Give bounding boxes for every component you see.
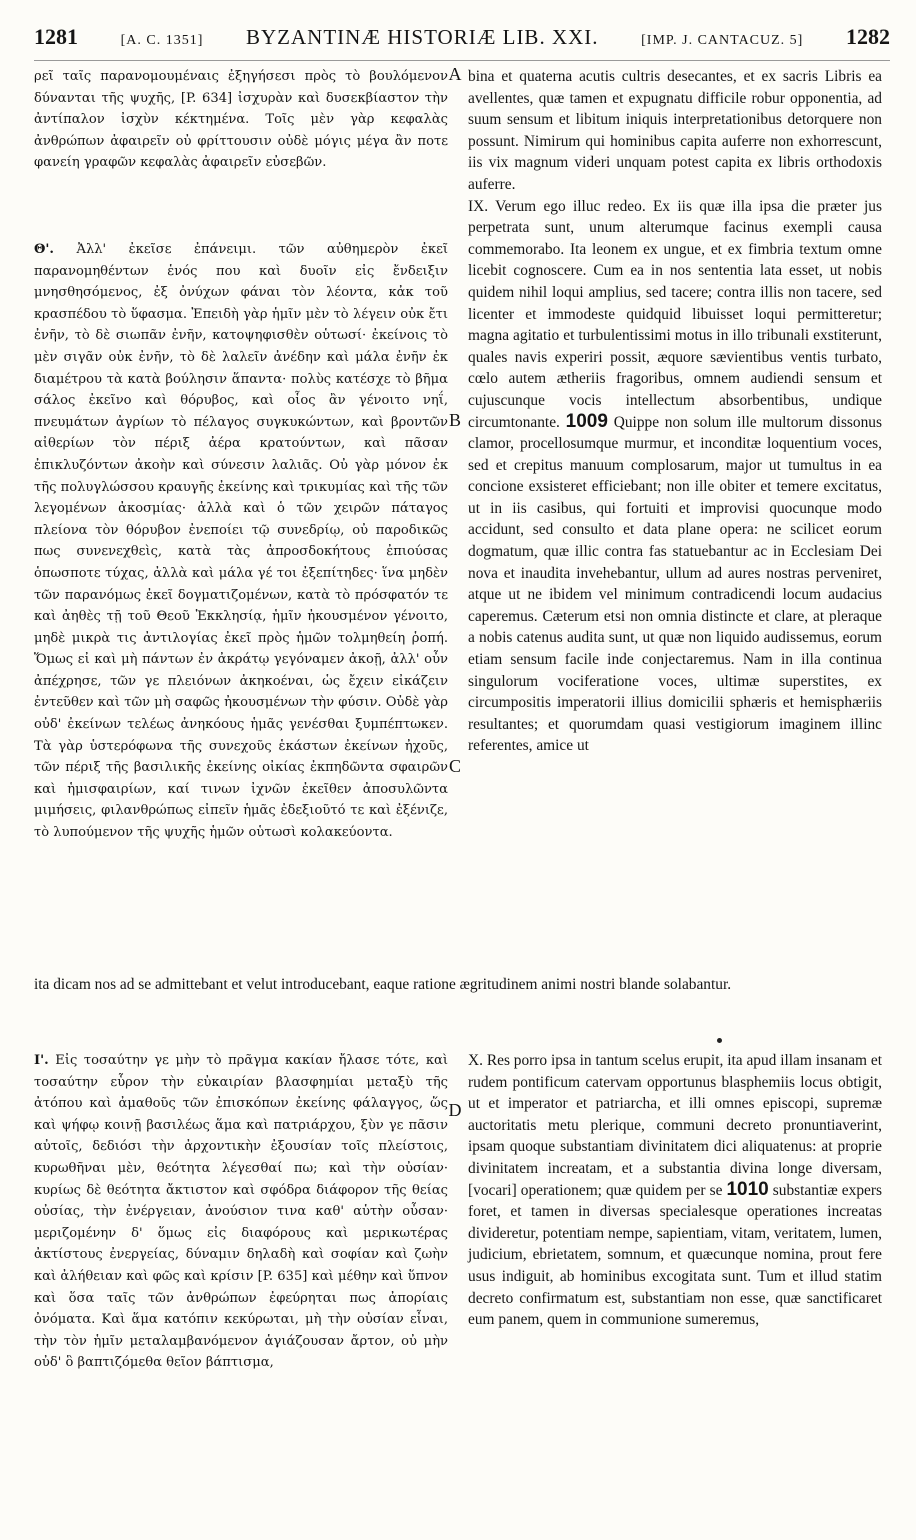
left-page-number: 1281 (34, 24, 78, 49)
margin-letter-c: C (448, 756, 461, 776)
margin-letter-d: D (448, 1100, 462, 1120)
greek-section-number-10: Ι'. (34, 1053, 49, 1068)
latin-fullwidth-tail: ita dicam nos ad se admittebant et velut introducebant, eaque ratione ægritudinem animi nostri blande solabantur. (34, 976, 732, 993)
running-header (34, 24, 890, 61)
greek-paragraph-3 (34, 1050, 448, 1374)
margin-letter-a: A (448, 64, 462, 84)
book-title: BYZANTINÆ HISTORIÆ LIB. XXI. (246, 25, 599, 49)
latin-column-lower (468, 1050, 882, 1331)
greek-text-3-body: Εἰς τοσαύτην γε μὴν τὸ πρᾶγμα κακίαν ἤλασε τότε, καὶ τοσαύτην εὗρον τὴν εὐκαιρίαν βλασφημίαι μεταξὺ τῆς ἀτόπου καὶ ἀμαθοῦς τῶν ἐπισκόπων ἐκείνης φάλαγγος, ὥς καὶ ψήφῳ κοινῇ βασιλέως ἅμα καὶ πατριάρχου, ξὺν γε πᾶσιν αὐτοῖς, δεδιόσι τὴν ἀρχοντικὴν ἐξουσίαν τοῖς πλείστοις, κυρωθῆναι μὲν, θεότητα λέγεσθαί πω; καὶ τὴν οὐσίαν· κυρίως δὲ θεότητα ἄκτιστον καὶ σφόδρα διάφορον τῆς θείας οὐσίας, τὴν ἐνέργειαν, ἀνούσιον τινα καθ' αὑτὴν οὖσαν· μεριζομένην δ' ὅμως εἰς διαφόρους καὶ μερικωτέρας ἀκτίστους ἐνεργείας, δύναμιν δηλαδὴ καὶ σοφίαν καὶ ζωὴν καὶ ἀλήθειαν καὶ φῶς καὶ κρίσιν [P. 635] καὶ μέθην καὶ ὕπνον καὶ ὅσα ταῖς τῶν ἀνθρώπων ἐφεύρηται πως ἀπορίαις ὀνόματα. Καὶ ἅμα κατόπιν κεκύρωται, μὴ τὴν οὐσίαν εἶναι, τὴν τὸν ἡμῖν μεταλαμβανόμενον ἁγιάζουσαν ἄρτον, οὐ μὴν οὐδ' ὃ βαπτιζόμεθα θεῖον βάπτισμα, (34, 1053, 448, 1371)
greek-section-number-9: Θ'. (34, 242, 54, 257)
greek-paragraph-1 (34, 66, 448, 196)
latin-text-2a: Verum ego illuc redeo. Ex iis quæ illa ipsa die præter jus perpetrata sunt, unum alterumque facinus exempli causa commemorabo. Ita leonem ex ungue, et ex fimbria textum omne licebit cognoscere. Cum ea in nos sententia lata esset, ut nobis quidem nihil loqui amplius, sed tacere; contra illis non tacere, sed licenter et immodeste quidquid libuisset loqui permitteretur; magna agitatio et turbulentissimi motus in illo tribunali exstiterunt, quales navis experiri possit, æquore sævientibus ventis turbato, cœlo autem ætheriis fragoribus, omnem audiendi sensum et cujuscunque vocis intellectum absorbentibus, undique circumtonante. (468, 197, 882, 431)
latin-text-3b: substantiæ expers foret, et tamen in diversas specialesque operationes increatas divideretur, potentiam nempe, sapientiam, vitam, veritatem, lumen, judicium, ebrietatem, somnum, et quæcunque nomina, prout fere usus indiguit, ab hominibus excogitata sunt. Tum et illud statim decreto confirmatum est, substantiam non esse, quæ sanctificaret eum panem, quem in communione sumeremus, (468, 1181, 882, 1329)
column-number-1009: 1009 (565, 410, 608, 432)
latin-column-upper (468, 66, 882, 757)
emperor-reference: [IMP. J. CANTACUZ. 5] (641, 33, 804, 48)
latin-text-1: bina et quaterna acutis cultris desecantes, et ex sacris Libris ea avellentes, quæ tamen et expugnatu difficile robur opponentia, ad suum sensum et libitum iniquis interpretationibus detorquere non possunt. Nimirum qui hominibus capita auferre non exhorrescunt, iis vix magnum videri unquam potest capita ex libris orthodoxis auferre. (468, 68, 882, 193)
latin-section-number-9: IX. (468, 197, 489, 215)
latin-text-3a: Res porro ipsa in tantum scelus erupit, ita apud illam insanam et rudem pontificum catervam opportunus blasphemiis locus obtigit, ut et imperator et patriarcha, et illi omnes episcopi, supremæ auctoritatis metu plerique, communi decreto pronuntiaverint, ipsam quoque substantiam divinitatem dici aliquatenus: at proprie divinitatem increatam, et a substantia divina longe diversam, [vocari] operationem; quæ quidem per se (468, 1052, 882, 1199)
right-page-number: 1282 (845, 24, 890, 49)
latin-text-2b: Quippe non solum ille multorum dissonus clamor, procellosumque murmur, et inconditæ loquentium voces, sed et crepitus manuum complosarum, major ut tumultus in ea concione exsisteret efficiebant; non ille obiter et temere excitatus, ut in iis casibus, qui fortuiti et improvisi quocunque modo accidunt, sed consulto et data plane opera: ne scilicet eorum dogmatum, quæ illic contra fas statuebantur ac in Ecclesiam Dei nova et inaudita invehebantur, ullum ad aures nostras perveniret, atque ut ne ibidem vel minimum contradicendi locum audacius caperemus. Cæterum etsi non omnia distincte et clare, at pleraque a nobis catenus audita sunt, ut quæ non liquido audissemus, eorum etiam sensum facile inde conjectaremus. Nam in illa continua singulorum vociferatione voces, ultimæ superstites, ex circumpositis imperatorii illius domicilii sphæris et hemisphæriis resultantes; et quorumdam quasi vestigiorum imaginem illinc referentes, amice ut (468, 413, 882, 755)
greek-text-2 (34, 239, 448, 844)
latin-text-2 (468, 196, 882, 757)
decorative-dot (717, 1038, 722, 1043)
margin-letter-b: B (448, 410, 461, 430)
greek-text-2-body: Ἀλλ' ἐκεῖσε ἐπάνειμι. τῶν αὐθημερὸν ἐκεῖ παρανομηθέντων ἑνός που καὶ δυοῖν εἰς ἔνδειξιν μνησθησόμενος, ἐξ ὀνύχων φάναι τὸν λέοντα, κἀκ τοῦ κρασπέδου τὸ ὕφασμα. Ἐπειδὴ γὰρ ἡμῖν μὲν τὸ λέγειν οὐκ ἔτι ἐνῆν, τὸ δὲ σιωπᾶν ἐνῆν, κατοψηφισθὲν οὑτωσί· ἐκείνοις τὸ μὲν σιγᾶν οὐκ ἐνῆν, τὸ δὲ λαλεῖν ἀνέδην καὶ μάλα ἐνῆν ἐκ διαμέτρου τὰ κατὰ βούλησιν ἅπαντα· πολὺς κατέσχε τὸ βῆμα σάλος ἐκεῖνο καὶ θόρυβος, καὶ οἷος ἂν γένοιτο νηΐ, πνευμάτων ἀγρίων τὸ πέλαγος συγκυκώντων, καὶ βροντῶν αἰθερίων τὸν πέριξ ἀέρα κρατούντων, καὶ πᾶσαν ἐπικλυζόντων ἀκοὴν καὶ σύνεσιν λαλιᾶς. Οὐ γὰρ μόνον ἐκ τῆς πολυγλώσσου κραυγῆς ἐκείνης καὶ τρικυμίας καὶ τῆς τῶν λεγομένων ἀκοσμίας· ἀλλὰ καὶ ὁ τῶν χειρῶν πάταγος πλείονα τὸν θόρυβον ἐνεποίει τῷ συνεδρίῳ, οὐ παροδικῶς πως συνενεχθεὶς, κατὰ τὰς ἀπροσδοκήτους ἐπιούσας ὁπωσποτε τύχας, ἀλλὰ καὶ μάλα γέ τοι ἐξεπίτηδες· ἵνα μηδὲν τῶν παρανόμως ἐκεῖ δογματιζομένων, κατὰ τὸ πρόσφατόν τε καὶ ἀηθὲς τῇ τοῦ Θεοῦ Ἐκκλησίᾳ, ἡμῖν ἠκουσμένον γένοιτο, μηδὲ μικρὰ τις ἀντιλογίας ἐκεῖ πρὸς ἡμῶν τολμηθείη ῥοπή. Ὅμως εἰ καὶ μὴ πάντων ἐν ἀκράτῳ γεγόναμεν ἀκοῇ, ἀλλ' οὖν ἀπέχρησε, τῶν γε πλειόνων ἀκηκοέναι, ὡς ἔχειν εἰκάζειν ἐντεῦθεν καὶ τῶν μὴ σαφῶς ἠκουσμένων τὴν φύσιν. Οὐδὲ γὰρ οὐδ' ἐκείνων τελέως ἀνηκόους ἡμᾶς γενέσθαι ξυμπέπτωκεν. Τὰ γὰρ ὑστερόφωνα τῆς συνεχοῦς ἑκάστων ἐκείνων ἠχοῦς, τῶν πέριξ τῆς βασιλικῆς ἐκείνης οἰκίας ἐκπηδῶντα σφαιρῶν καὶ ἡμισφαιρίων, καί τινων ἰχνῶν ἐκεῖθεν ἀποσυλῶντα μιμήσεις, φιλανθρώπως εἰπεῖν ἡμᾶς ἐδεξιοῦτό τε καὶ ἐξένιζε, τὸ λυπούμενον τῆς ψυχῆς ἡμῶν οὑτωσὶ κολακεύοντα. (34, 242, 448, 841)
column-number-1010: 1010 (726, 1178, 769, 1200)
latin-section-number-10: X. (468, 1052, 483, 1069)
year-reference: [A. C. 1351] (120, 33, 204, 48)
latin-text-3 (468, 1050, 882, 1331)
greek-paragraph-2 (34, 239, 448, 844)
greek-text-3 (34, 1050, 448, 1374)
greek-text-1: ρεῖ ταῖς παρανομουμέναις ἐξηγήσεσι πρὸς τὸ βουλόμενον δύνανται τῆς ψυχῆς, [P. 634] ἰσχυρὰν καὶ δυσεκβίαστον τὴν ἀντίπαλον ἰσχὺν κέκτημένα. Τοῖς μὲν γὰρ κεφαλὰς ἀνθρώπων ἀφαιρεῖν οὐ φρίττουσιν οὐδὲ μόγις μέγα ἂν ποτε φανείη γραφῶν κεφαλὰς ἀφαιρεῖν εὐσεβῶν. (34, 69, 448, 171)
